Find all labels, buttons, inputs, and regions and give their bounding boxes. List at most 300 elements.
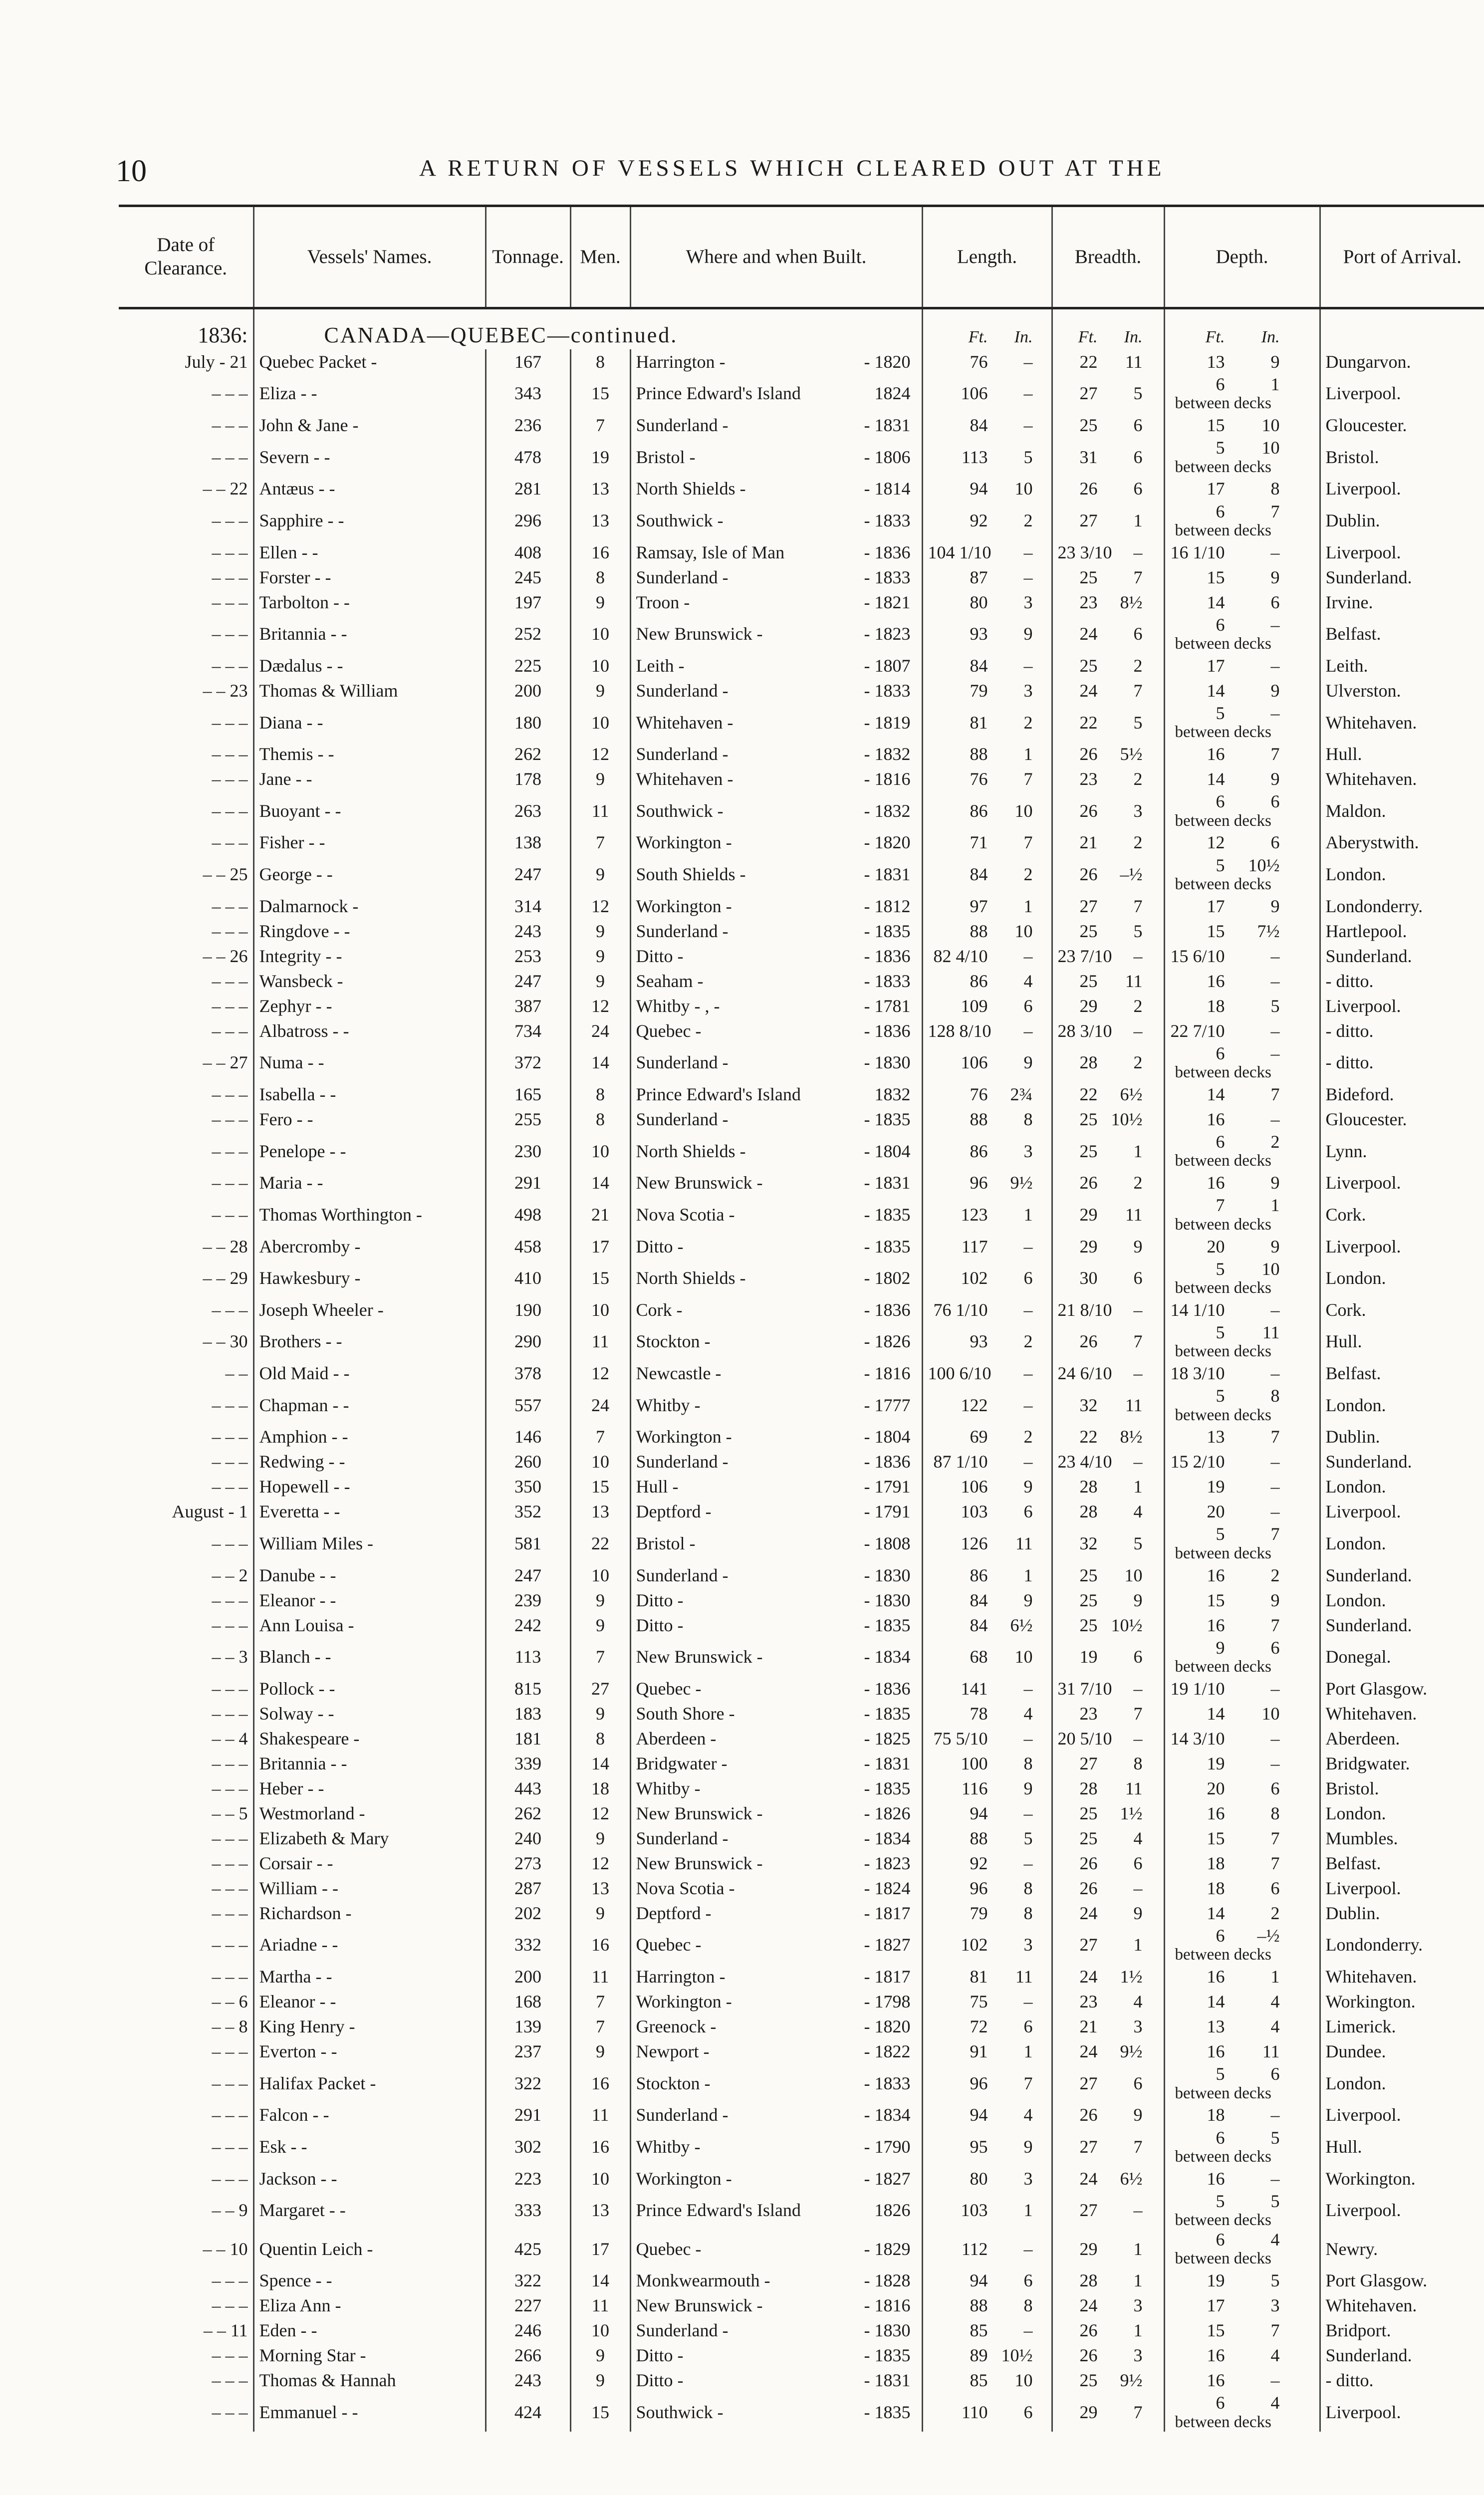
length <box>922 1563 1052 1588</box>
depth-feet: 16 <box>1207 2168 1225 2189</box>
where-when-built <box>630 2393 922 2431</box>
breadth-inches: 7 <box>1133 2136 1143 2157</box>
clearance-date: – – – <box>212 744 248 764</box>
length <box>922 1926 1052 1964</box>
port-of-arrival: Leith. <box>1320 653 1484 678</box>
depth-inches: 6 <box>1270 832 1280 853</box>
table-row <box>119 2166 1484 2191</box>
men: 16 <box>570 1926 630 1964</box>
breadth-feet: 23 <box>1079 769 1098 789</box>
breadth-feet: 28 <box>1079 1477 1098 1497</box>
men: 13 <box>570 2191 630 2230</box>
length-inches: – <box>1023 1363 1033 1384</box>
breadth-feet: 25 <box>1079 1615 1098 1635</box>
length-feet: 76 <box>970 769 988 789</box>
breadth <box>1052 413 1164 438</box>
built-place: Newcastle - <box>636 1363 722 1384</box>
built-place: Leith - <box>636 655 685 676</box>
clearance-date: – – – <box>212 1084 248 1104</box>
length-inches: 10 <box>1014 800 1033 821</box>
table-row <box>119 1474 1484 1499</box>
length-inches: 11 <box>1015 1967 1033 1987</box>
length <box>922 855 1052 894</box>
tonnage: 322 <box>486 2268 570 2293</box>
men: 15 <box>570 2393 630 2431</box>
vessel-name: King Henry - <box>253 2014 486 2039</box>
breadth-inches: 3 <box>1133 800 1143 821</box>
built-year: - 1835 <box>864 1778 911 1798</box>
port-of-arrival: Aberdeen. <box>1320 1726 1484 1751</box>
port-of-arrival: London. <box>1320 1474 1484 1499</box>
port-of-arrival: Dublin. <box>1320 501 1484 540</box>
depth-inches: 9 <box>1270 1590 1280 1610</box>
where-when-built <box>630 2166 922 2191</box>
breadth-inches: 7 <box>1133 680 1143 701</box>
depth <box>1164 1361 1320 1386</box>
vessel-name: William Miles - <box>253 1524 486 1562</box>
breadth-inches: 2 <box>1133 1052 1143 1073</box>
clearance-date: – – 9 <box>212 2200 248 2221</box>
depth-feet: 5 <box>1216 438 1225 458</box>
length <box>922 678 1052 703</box>
clearance-date: – – – <box>212 383 248 404</box>
depth <box>1164 1751 1320 1776</box>
between-decks-note: between decks <box>1175 1278 1271 1297</box>
port-of-arrival: Bideford. <box>1320 1082 1484 1107</box>
depth-feet: 18 <box>1207 996 1225 1016</box>
depth-inches: 1 <box>1270 1195 1280 1216</box>
length <box>922 1170 1052 1195</box>
built-place: Quebec - <box>636 1020 702 1041</box>
length-inches: 6 <box>1023 2270 1033 2291</box>
port-of-arrival: - ditto. <box>1320 2368 1484 2393</box>
depth-feet: 12 <box>1207 832 1225 853</box>
built-place: Sunderland - <box>636 1452 729 1472</box>
length-inches: 8 <box>1023 1753 1033 1773</box>
built-place: Sunderland - <box>636 1828 729 1848</box>
length-inches: 6 <box>1023 1268 1033 1288</box>
breadth-feet: 24 <box>1079 624 1098 644</box>
depth <box>1164 2039 1320 2064</box>
length <box>922 994 1052 1018</box>
table-row <box>119 565 1484 590</box>
breadth-inches: 6 <box>1133 415 1143 436</box>
depth-feet: 16 <box>1207 1565 1225 1585</box>
built-place: Ditto - <box>636 1615 684 1635</box>
length-inches: 9 <box>1023 1477 1033 1497</box>
table-row <box>119 2014 1484 2039</box>
men: 14 <box>570 1170 630 1195</box>
table-row <box>119 1170 1484 1195</box>
depth-inches: – <box>1270 2105 1280 2125</box>
breadth-inches: – <box>1133 1299 1143 1320</box>
depth-feet: 14 1/10 <box>1170 1299 1225 1320</box>
where-when-built <box>630 1563 922 1588</box>
port-of-arrival: - ditto. <box>1320 1018 1484 1043</box>
built-year: - 1831 <box>864 415 911 436</box>
men: 16 <box>570 2064 630 2102</box>
vessel-name: Emmanuel - - <box>253 2393 486 2431</box>
men: 9 <box>570 766 630 791</box>
between-decks-note: between decks <box>1175 1544 1271 1562</box>
vessel-name: Eleanor - - <box>253 1588 486 1613</box>
length <box>922 742 1052 766</box>
where-when-built <box>630 501 922 540</box>
breadth-feet: 27 <box>1079 1935 1098 1955</box>
depth-inches: – <box>1270 1477 1280 1497</box>
length-inches: 4 <box>1023 1703 1033 1724</box>
built-year: - 1835 <box>864 921 911 941</box>
breadth-feet: 25 <box>1079 1828 1098 1848</box>
built-year: - 1826 <box>864 1803 911 1823</box>
length-inches: – <box>1023 1236 1033 1256</box>
table-row <box>119 590 1484 615</box>
breadth-inches: 1½ <box>1120 1967 1143 1987</box>
built-year: - 1816 <box>864 1363 911 1384</box>
breadth <box>1052 1474 1164 1499</box>
breadth-inches: 2 <box>1133 655 1143 676</box>
tonnage: 237 <box>486 2039 570 2064</box>
where-when-built <box>630 1588 922 1613</box>
built-place: New Brunswick - <box>636 624 763 644</box>
depth-inches: 5 <box>1270 2191 1280 2211</box>
breadth-feet: 31 7/10 <box>1057 1678 1112 1699</box>
breadth <box>1052 944 1164 969</box>
breadth <box>1052 1195 1164 1234</box>
breadth-inches: 4 <box>1133 1828 1143 1848</box>
built-year: - 1804 <box>864 1141 911 1161</box>
where-when-built <box>630 919 922 944</box>
vessel-name: Brothers - - <box>253 1322 486 1361</box>
depth <box>1164 1676 1320 1701</box>
clearance-date: – – <box>225 1363 248 1384</box>
port-of-arrival: Sunderland. <box>1320 1613 1484 1638</box>
depth-feet: 20 <box>1207 1501 1225 1522</box>
port-of-arrival: Workington. <box>1320 1989 1484 2014</box>
breadth-feet: 25 <box>1079 1141 1098 1161</box>
clearance-date: – – 8 <box>212 2016 248 2037</box>
table-row <box>119 349 1484 374</box>
col-built-header: Where and when Built. <box>630 206 922 308</box>
depth-feet: 16 <box>1207 1615 1225 1635</box>
vessel-name: Quebec Packet - <box>253 349 486 374</box>
breadth-feet: 25 <box>1079 2370 1098 2391</box>
men: 14 <box>570 2268 630 2293</box>
men: 9 <box>570 1826 630 1851</box>
breadth <box>1052 2064 1164 2102</box>
built-place: Ditto - <box>636 2345 684 2366</box>
depth <box>1164 969 1320 994</box>
built-year: - 1835 <box>864 1703 911 1724</box>
breadth <box>1052 742 1164 766</box>
depth <box>1164 2103 1320 2128</box>
depth-feet: 14 3/10 <box>1170 1728 1225 1748</box>
port-of-arrival: Irvine. <box>1320 590 1484 615</box>
built-place: Whitehaven - <box>636 712 734 733</box>
men: 9 <box>570 2039 630 2064</box>
built-year: - 1823 <box>864 624 911 644</box>
length <box>922 1195 1052 1234</box>
depth-feet: 16 <box>1207 1803 1225 1823</box>
breadth-feet: 29 <box>1079 2402 1098 2422</box>
breadth-inches: 7 <box>1133 1703 1143 1724</box>
tonnage: 253 <box>486 944 570 969</box>
built-year: - 1820 <box>864 2016 911 2037</box>
between-decks-note: between decks <box>1175 2211 1271 2230</box>
where-when-built <box>630 2268 922 2293</box>
breadth-inches: 1 <box>1133 2239 1143 2259</box>
where-when-built <box>630 1876 922 1901</box>
depth-feet: 14 <box>1207 680 1225 701</box>
built-place: Sunderland - <box>636 1052 729 1073</box>
port-of-arrival: London. <box>1320 1386 1484 1424</box>
breadth-feet: 26 <box>1079 1331 1098 1352</box>
length-inches: 1 <box>1023 1565 1033 1585</box>
depth-inches: – <box>1270 946 1280 966</box>
vessel-name: Abercromby - <box>253 1234 486 1259</box>
port-of-arrival: Aberystwith. <box>1320 830 1484 855</box>
length <box>922 2166 1052 2191</box>
where-when-built <box>630 969 922 994</box>
port-of-arrival: Hartlepool. <box>1320 919 1484 944</box>
breadth-feet: 26 <box>1079 2320 1098 2341</box>
men: 9 <box>570 944 630 969</box>
breadth-feet: 27 <box>1079 2200 1098 2221</box>
between-decks-note: between decks <box>1175 521 1271 539</box>
breadth-feet: 22 <box>1079 1084 1098 1104</box>
table-row <box>119 1926 1484 1964</box>
built-year: - 1820 <box>864 351 911 372</box>
length <box>922 1588 1052 1613</box>
length <box>922 1499 1052 1524</box>
length-feet: 110 <box>961 2402 988 2422</box>
clearance-date: – – – <box>212 1878 248 1898</box>
depth-inches: 1 <box>1270 1967 1280 1987</box>
depth-feet: 15 <box>1207 567 1225 587</box>
vessel-name: Ellen - - <box>253 540 486 565</box>
depth-inches: 2 <box>1270 1565 1280 1585</box>
length <box>922 2039 1052 2064</box>
table-row <box>119 2293 1484 2318</box>
breadth <box>1052 1876 1164 1901</box>
length-inches: 3 <box>1023 680 1033 701</box>
length-feet: 85 <box>970 2370 988 2391</box>
between-decks-note: between decks <box>1175 1658 1271 1676</box>
tonnage: 239 <box>486 1588 570 1613</box>
breadth-inches: 7 <box>1133 896 1143 916</box>
length-feet: 122 <box>961 1395 988 1415</box>
breadth-feet: 29 <box>1079 2239 1098 2259</box>
men: 9 <box>570 1701 630 1726</box>
depth-inches: – <box>1270 1678 1280 1699</box>
clearance-date: – – – <box>212 832 248 853</box>
breadth <box>1052 1563 1164 1588</box>
breadth-feet: 32 <box>1079 1395 1098 1415</box>
depth <box>1164 766 1320 791</box>
table-row <box>119 678 1484 703</box>
depth-feet: 6 <box>1216 791 1225 812</box>
breadth <box>1052 1082 1164 1107</box>
vessel-name: Old Maid - - <box>253 1361 486 1386</box>
length-feet: 103 <box>961 1501 988 1522</box>
length <box>922 1297 1052 1322</box>
table-row <box>119 1107 1484 1132</box>
breadth-inches: 1 <box>1133 2320 1143 2341</box>
breadth-inches: 10½ <box>1111 1615 1143 1635</box>
breadth-inches: 6½ <box>1120 1084 1143 1104</box>
length <box>922 590 1052 615</box>
breadth <box>1052 1043 1164 1082</box>
depth-feet: 18 <box>1207 1853 1225 1873</box>
where-when-built <box>630 565 922 590</box>
table-row <box>119 969 1484 994</box>
depth-inches: – <box>1270 971 1280 991</box>
between-decks-note: between decks <box>1175 2413 1271 2431</box>
length-inches: 10 <box>1014 1647 1033 1667</box>
breadth <box>1052 703 1164 742</box>
breadth-feet: 31 <box>1079 447 1098 467</box>
depth <box>1164 855 1320 894</box>
clearance-date: – – 25 <box>203 864 248 885</box>
length <box>922 565 1052 590</box>
built-place: Whitehaven - <box>636 769 734 789</box>
breadth-inches: 9 <box>1133 1236 1143 1256</box>
length-feet: 116 <box>961 1778 988 1798</box>
clearance-date: – – – <box>212 2105 248 2125</box>
port-of-arrival: Whitehaven. <box>1320 1964 1484 1989</box>
clearance-date: – – – <box>212 592 248 612</box>
men: 21 <box>570 1195 630 1234</box>
tonnage: 815 <box>486 1676 570 1701</box>
length-feet: 103 <box>961 2200 988 2221</box>
built-place: Prince Edward's Island <box>636 383 801 404</box>
table-row <box>119 1132 1484 1170</box>
depth <box>1164 1801 1320 1826</box>
depth-feet: 17 <box>1207 896 1225 916</box>
breadth <box>1052 1322 1164 1361</box>
table-row <box>119 1234 1484 1259</box>
vessel-name: Redwing - - <box>253 1449 486 1474</box>
clearance-date: – – – <box>212 2041 248 2062</box>
breadth <box>1052 477 1164 501</box>
depth-inches: – <box>1270 2168 1280 2189</box>
clearance-date: – – – <box>212 2370 248 2391</box>
where-when-built <box>630 1195 922 1234</box>
depth-inches: 4 <box>1270 2016 1280 2037</box>
table-row <box>119 1901 1484 1926</box>
where-when-built <box>630 590 922 615</box>
built-year: - 1833 <box>864 567 911 587</box>
depth <box>1164 2191 1320 2230</box>
between-decks-note: between decks <box>1175 1342 1271 1361</box>
port-of-arrival: - ditto. <box>1320 969 1484 994</box>
clearance-date: – – – <box>212 1299 248 1320</box>
vessel-name: Sapphire - - <box>253 501 486 540</box>
length-feet: 78 <box>970 1703 988 1724</box>
clearance-date: – – – <box>212 542 248 562</box>
port-of-arrival: Liverpool. <box>1320 1499 1484 1524</box>
where-when-built <box>630 994 922 1018</box>
depth-inches: 9 <box>1270 1173 1280 1193</box>
length-feet: 84 <box>970 1615 988 1635</box>
clearance-date: – – – <box>212 1395 248 1415</box>
vessel-name: Everton - - <box>253 2039 486 2064</box>
depth-inches: 4 <box>1270 2230 1280 2250</box>
vessel-name: Britannia - - <box>253 615 486 653</box>
port-of-arrival: Sunderland. <box>1320 2343 1484 2368</box>
breadth-feet: 27 <box>1079 510 1098 530</box>
depth <box>1164 1524 1320 1562</box>
where-when-built <box>630 2343 922 2368</box>
length <box>922 1726 1052 1751</box>
length-feet: 76 <box>970 351 988 372</box>
depth-inches: – <box>1270 1109 1280 1129</box>
table-row <box>119 2230 1484 2268</box>
breadth <box>1052 590 1164 615</box>
built-place: Sunderland - <box>636 567 729 587</box>
built-place: Workington - <box>636 1992 732 2012</box>
breadth <box>1052 438 1164 476</box>
clearance-date: – – – <box>212 2073 248 2093</box>
breadth-feet: 26 <box>1079 1878 1098 1898</box>
built-year: - 1826 <box>864 1331 911 1352</box>
breadth-feet: 25 <box>1079 415 1098 436</box>
built-year: - 1835 <box>864 1236 911 1256</box>
length-inches: 9 <box>1023 1052 1033 1073</box>
built-year: - 1831 <box>864 2370 911 2391</box>
breadth <box>1052 1524 1164 1562</box>
men: 14 <box>570 1751 630 1776</box>
breadth <box>1052 1801 1164 1826</box>
where-when-built <box>630 540 922 565</box>
port-of-arrival: Liverpool. <box>1320 540 1484 565</box>
breadth <box>1052 1588 1164 1613</box>
breadth <box>1052 1297 1164 1322</box>
length <box>922 1361 1052 1386</box>
depth-inches: 8 <box>1270 1803 1280 1823</box>
depth <box>1164 1018 1320 1043</box>
men: 24 <box>570 1018 630 1043</box>
length-feet: 76 1/10 <box>933 1299 988 1320</box>
vessel-name: Joseph Wheeler - <box>253 1297 486 1322</box>
length <box>922 1107 1052 1132</box>
col-length-header: Length. <box>922 206 1052 308</box>
breadth <box>1052 540 1164 565</box>
breadth-feet: 26 <box>1079 1853 1098 1873</box>
table-row <box>119 2318 1484 2343</box>
tonnage: 343 <box>486 374 570 413</box>
clearance-date: – – – <box>212 800 248 821</box>
col-port-header: Port of Arrival. <box>1320 206 1484 308</box>
breadth-feet: 26 <box>1079 2105 1098 2125</box>
length-inches: 9 <box>1023 1590 1033 1610</box>
tonnage: 200 <box>486 678 570 703</box>
table-row <box>119 791 1484 830</box>
length-feet: 89 <box>970 2345 988 2366</box>
depth-feet: 15 2/10 <box>1170 1452 1225 1472</box>
table-row <box>119 2128 1484 2166</box>
length-feet: 82 4/10 <box>933 946 988 966</box>
port-of-arrival: Whitehaven. <box>1320 1701 1484 1726</box>
men: 13 <box>570 501 630 540</box>
clearance-date: – – 11 <box>203 2320 248 2341</box>
breadth <box>1052 1776 1164 1801</box>
tonnage: 291 <box>486 1170 570 1195</box>
depth-inches: 7 <box>1270 1427 1280 1447</box>
built-place: Harrington - <box>636 351 726 372</box>
built-place: New Brunswick - <box>636 2295 763 2316</box>
tonnage: 443 <box>486 1776 570 1801</box>
